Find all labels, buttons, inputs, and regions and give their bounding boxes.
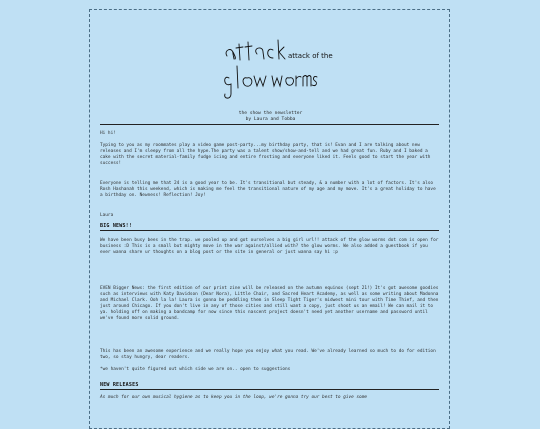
new-releases-paragraph-1: As much for our own musical hygiene as to keep you in the loop, we're gonna try our best to give some (100, 395, 367, 400)
new-releases-heading: NEW RELEASES (100, 382, 139, 388)
big-news-paragraph-3: This has been an awesome experience and we really hope you enjoy what you read. We've already learned so much to do for edition two, so stay hungry, dear readers. (100, 349, 436, 360)
big-news-heading: BIG NEWS!! (100, 223, 133, 229)
attack-of-the-glow-worms-logo (221, 34, 333, 104)
subtitle-line-2: by Laura and Tobba (245, 117, 296, 122)
logo-text-glow-worms: glow worms (251, 96, 281, 102)
big-news-paragraph-2: EVEN Bigger News: the first edition of our print zine will be released on the autumn equinox (sept 21!) It's got awesome goodies such as interviews with Katy Davidson (Dear Nora), Little Chair, and Sacred Heart Academy, as well as some writing about Madonna and Michael Clark. Ooh la la! Laura is gonna be peddling them in Sleep Tight Tiger's midwest mini tour with Time Thief, and then just around Chicago. If you don't live in any of those cities and still want a copy, just shoot us an email! We can mail it to ya. holding off on making a bandcamp for now since this nascent project doesn't need yet another username and password until we've found more solid ground. (100, 286, 439, 321)
newsletter-page (89, 9, 450, 429)
divider (100, 230, 439, 231)
big-news-paragraph-1: We have been busy bees in the trap. we pooled up and got ourselves a big girl url!! attack of the glow worms dot com is open for business :D This is a small but mighty move in the war against/allied with? the glow worms. We also added a guestbook if you ever wanna share ur thoughts on a blog post or the site in general or just wanna say hi :p (100, 238, 439, 255)
newsletter-subtitle (90, 111, 451, 123)
divider (100, 389, 439, 390)
intro-paragraph-2: Everyone is telling me that 24 is a good year to be. It's transitional but steady, & a number with a lot of factors. It's also Rosh Hashanah this weekend, which is making me feel the transitional nature of my age and my move. It's a great holiday to have a birthday on. Newness! Reflection! Joy! (100, 181, 436, 198)
signoff: Laura (100, 213, 114, 218)
greeting: Hi hi! (100, 131, 116, 136)
logo-text-of-the: attack of the (288, 52, 333, 60)
big-news-paragraph-4: *we haven't quite figured out which side we are on.. open to suggestions (100, 367, 291, 372)
intro-paragraph-1: Typing to you as my roommates play a video game post-party...my birthday party, that is! Evan and I are talking about new releases and I'm sleepy from all the hype.The party was a talent show/show-and-tell and we had great fun. Ruby and I baked a cake with the secret material-family fudge icing and entire frosting and everyone liked it. Feels good to start the year with success! (100, 143, 431, 166)
divider (100, 124, 439, 125)
subtitle-line-1: the show the newsletter (238, 111, 303, 116)
